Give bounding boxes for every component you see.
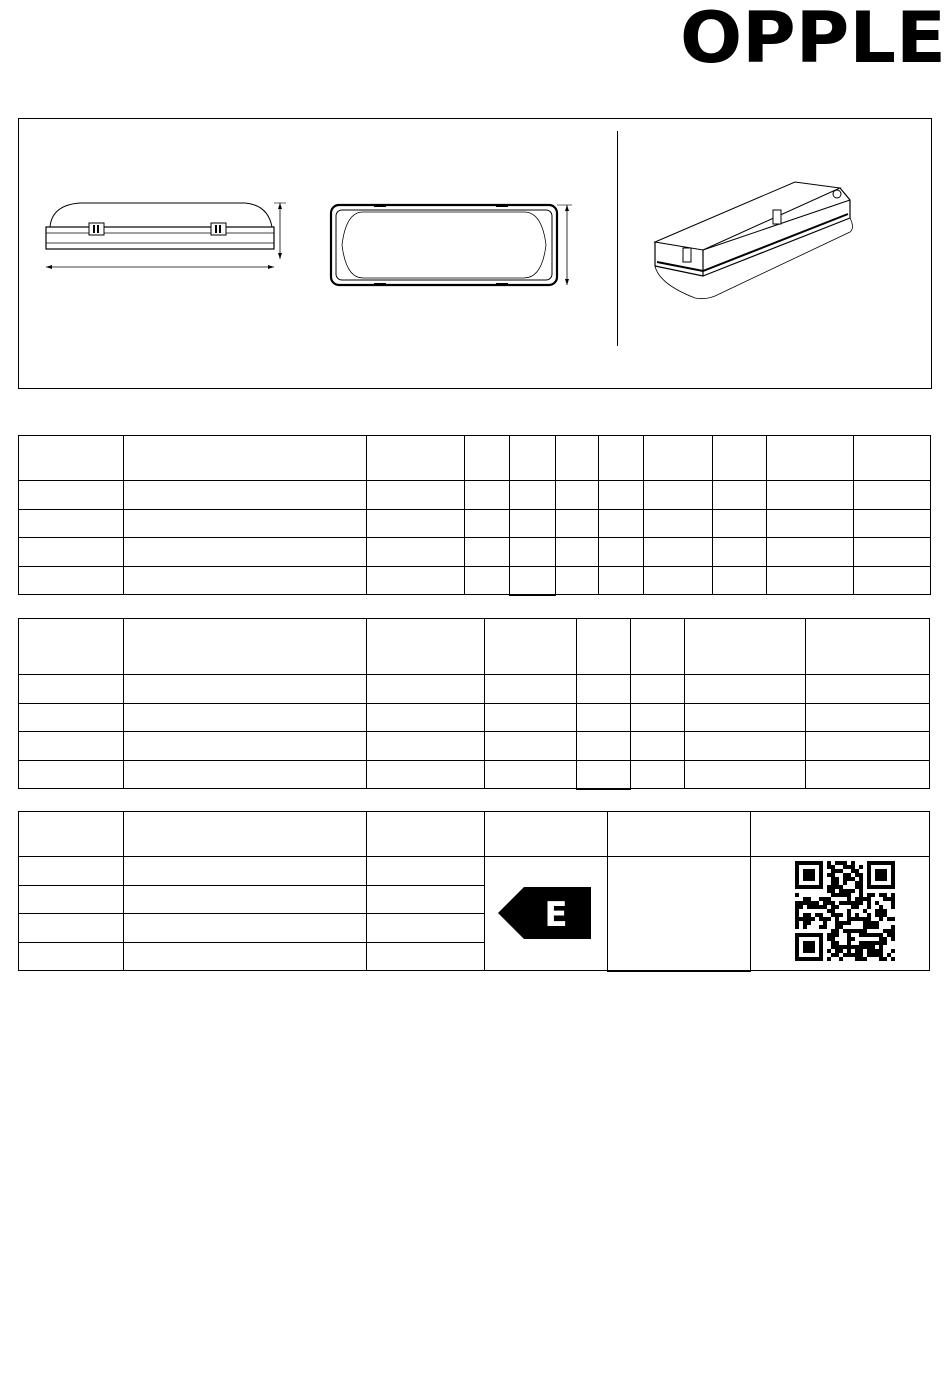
table-row — [19, 857, 930, 886]
qr-code-icon — [795, 861, 895, 965]
table-row — [19, 510, 931, 538]
opple-logo — [680, 4, 948, 68]
luminaire-top-view-drawing — [328, 200, 576, 290]
table-row — [19, 761, 930, 789]
table-row — [19, 732, 930, 761]
table-row — [19, 481, 931, 510]
table-header-row — [19, 812, 930, 857]
table-row — [19, 675, 930, 704]
table-row — [19, 704, 930, 732]
spec-table-3 — [18, 811, 930, 972]
drawing-separator — [617, 131, 618, 346]
spec-table-2 — [18, 618, 930, 790]
energy-class-letter: E — [544, 895, 568, 935]
logo-text: OPPLE — [680, 4, 946, 68]
table-row — [19, 567, 931, 595]
spec-table-1 — [18, 435, 931, 596]
luminaire-side-view-drawing — [40, 195, 290, 275]
table-row — [19, 538, 931, 567]
table-header-row — [19, 619, 930, 675]
table-header-row — [19, 436, 931, 481]
luminaire-perspective-drawing — [645, 170, 870, 305]
energy-class-label — [498, 885, 593, 941]
blank-cell — [608, 857, 751, 971]
